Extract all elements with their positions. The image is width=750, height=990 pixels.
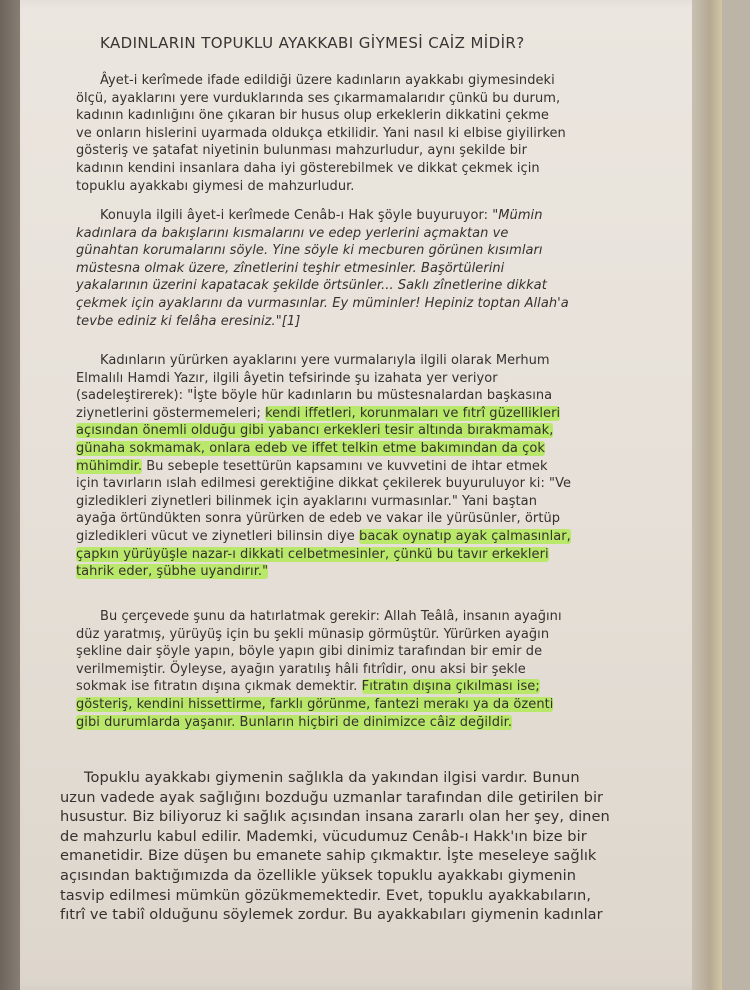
text-line: ve onların hislerini uyarmada oldukça etkilidir. Yani nasıl ki elbise giyilirken <box>76 125 566 141</box>
text-line: fıtrî ve tabiî olduğunu söylemek zordur. Bu ayakkabıları giymenin kadınlar <box>60 906 603 924</box>
text-line <box>76 295 696 313</box>
text-line <box>76 643 696 661</box>
quoted-verse-text: kadınlara da bakışlarını kısmalarını ve edep yerlerini açmaktan ve <box>76 225 509 241</box>
text-line: ölçü, ayaklarını yere vurduklarında ses çıkarmamalarıdır çünkü bu durum, <box>76 90 561 106</box>
text-line: Âyet-i kerîmede ifade edildiği üzere kadınların ayakkabı giymesindeki <box>100 73 555 88</box>
text-line <box>76 458 696 476</box>
highlighted-text: tahrik eder, şübhe uyandırır." <box>76 564 269 580</box>
text-line: uzun vadede ayak sağlığını bozduğu uzmanlar tarafından dile getirilen bir <box>60 788 604 806</box>
quoted-verse-text: müstesna olmak üzere, zînetlerini teşhir etmesinler. Başörtülerini <box>76 260 505 276</box>
text-line <box>76 207 696 225</box>
quoted-verse-text: günahtan korumalarını söyle. Yine söyle ki mecburen görünen kısımları <box>76 243 543 259</box>
text-line <box>76 528 696 546</box>
text-line <box>76 225 696 243</box>
highlighted-text: gösteriş, kendini hissettirme, farklı görünme, fantezi merakı ya da özenti <box>76 696 554 712</box>
quoted-verse-text: tevbe ediniz ki felâha eresiniz."[1] <box>76 313 301 329</box>
highlighted-text: çapkın yürüyüşle nazar-ı dikkati celbetmesinler, çünkü bu tavır erkekleri <box>76 546 549 562</box>
text-line: emanetidir. Bize düşen bu emanete sahip çıkmaktır. İşte meseleye sağlık <box>60 847 597 865</box>
text-line <box>76 661 696 679</box>
text-line: Topuklu ayakkabı giymenin sağlıkla da yakından ilgisi vardır. Bunun <box>84 769 580 786</box>
text-line <box>76 387 696 405</box>
text-line <box>76 475 696 493</box>
text-line <box>76 696 696 714</box>
highlighted-text: mühimdir. <box>76 458 143 474</box>
text-line <box>76 440 696 458</box>
text-line <box>76 242 696 260</box>
text-line: topuklu ayakkabı giymesi de mahzurludur. <box>76 178 355 194</box>
text-segment: için tavırların ıslah edilmesi gerektiğine dikkat çekilerek buyuruluyor ki: "Ve <box>76 476 572 492</box>
text-line: tasvip edilmesi mümkün gözükmemektedir. Evet, topuklu ayakkabıların, <box>60 886 592 904</box>
text-segment: düz yaratmış, yürüyüş için bu şekli münasip görmüştür. Yürürken ayağın <box>76 626 550 642</box>
text-segment: ayağa örtündükten sonra yürürken de edeb ve vakar ile yürüsünler, örtüp <box>76 511 561 527</box>
highlighted-text: açısından önemli olduğu gibi yabancı erkekleri tesir altında bırakmamak, <box>76 423 554 439</box>
highlighted-text: bacak oynatıp ayak çalmasınlar, <box>359 528 571 544</box>
highlighted-text: günaha sokmamak, onlara edeb ve iffet telkin etme bakımından da çok <box>76 440 545 456</box>
text-line <box>76 563 696 581</box>
text-segment: gizledikleri ziynetleri bilinmek için ayaklarını vurmasınlar." Yani baştan <box>76 493 537 509</box>
paragraph-2-quote <box>76 207 696 330</box>
text-segment: Bu çerçevede şunu da hatırlatmak gerekir: Allah Teâlâ, insanın ayağını <box>100 609 562 624</box>
highlighted-text: kendi iffetleri, korunmaları ve fıtrî güzellikleri <box>265 405 561 421</box>
paragraph-5 <box>60 768 700 925</box>
text-line: açısından baktığımızda da özellikle yüksek topuklu ayakkabı giymenin <box>60 866 576 884</box>
quoted-verse-text: çekmek için ayaklarını da vurmasınlar. Ey müminler! Hepiniz toptan Allah'a <box>76 295 569 311</box>
page-title: KADINLARIN TOPUKLU AYAKKABI GİYMESİ CAİZ MİDİR? <box>100 34 525 52</box>
text-line <box>76 546 696 564</box>
text-line <box>76 313 696 331</box>
text-line <box>76 493 696 511</box>
quoted-verse-text: yakalarının üzerini kapatacak şekilde örtsünler... Saklı zînetlerine dikkat <box>76 278 547 294</box>
paragraph-3 <box>76 352 696 581</box>
paragraph-4 <box>76 608 696 731</box>
quoted-verse-text: Mümin <box>498 208 543 223</box>
text-segment: Bu sebeple tesettürün kapsamını ve kuvvetini de ihtar etmek <box>142 458 548 474</box>
text-line: de mahzurlu kabul edilir. Mademki, vücudumuz Cenâb-ı Hakk'ın bize bir <box>60 827 587 845</box>
text-line <box>76 714 696 732</box>
text-line <box>76 678 696 696</box>
text-line: kadının kendini insanlara daha iyi gösterebilmek ve dikkat çekmek için <box>76 160 540 176</box>
text-line <box>76 260 696 278</box>
text-line <box>76 510 696 528</box>
text-segment: Kadınların yürürken ayaklarını yere vurmalarıyla ilgili olarak Merhum <box>100 353 550 368</box>
text-segment: gizledikleri vücut ve ziynetleri bilinsin diye <box>76 528 360 544</box>
text-line <box>76 352 696 370</box>
highlighted-text: Fıtratın dışına çıkılması ise; <box>361 679 540 695</box>
highlighted-text: gibi durumlarda yaşanır. Bunların hiçbiri de dinimizce câiz değildir. <box>76 714 513 730</box>
text-line: husustur. Biz biliyoruz ki sağlık açısından insana zararlı olan her şey, dinen <box>60 808 610 826</box>
text-line: gösteriş ve şatafat niyetinin bulunması mahzurludur, aynı şekilde bir <box>76 143 527 159</box>
text-segment: sokmak ise fıtratın dışına çıkmak demektir. <box>76 679 362 695</box>
text-segment: Elmalılı Hamdi Yazır, ilgili âyetin tefsirinde şu izahata yer veriyor <box>76 370 498 386</box>
paragraph-1 <box>76 72 696 195</box>
text-line <box>76 277 696 295</box>
text-segment: Konuyla ilgili âyet-i kerîmede Cenâb-ı Hak şöyle buyuruyor: " <box>100 208 499 223</box>
text-line <box>76 626 696 644</box>
text-line <box>76 422 696 440</box>
text-segment: verilmemiştir. Öyleyse, ayağın yaratılış hâli fıtrîdir, onu aksi bir şekle <box>76 661 526 677</box>
text-segment: ziynetlerini göstermemeleri; <box>76 405 266 421</box>
text-line <box>76 608 696 626</box>
text-line <box>76 405 696 423</box>
text-segment: (sadeleştirerek): "İşte böyle hür kadınların bu müstesnalardan başkasına <box>76 388 553 404</box>
text-line: kadının kadınlığını öne çıkaran bir husus olup erkeklerin dikkatini çekme <box>76 108 549 124</box>
text-segment: şekline dair şöyle yapın, böyle yapın gibi dinimiz tarafından bir emir de <box>76 644 543 660</box>
text-line <box>76 370 696 388</box>
